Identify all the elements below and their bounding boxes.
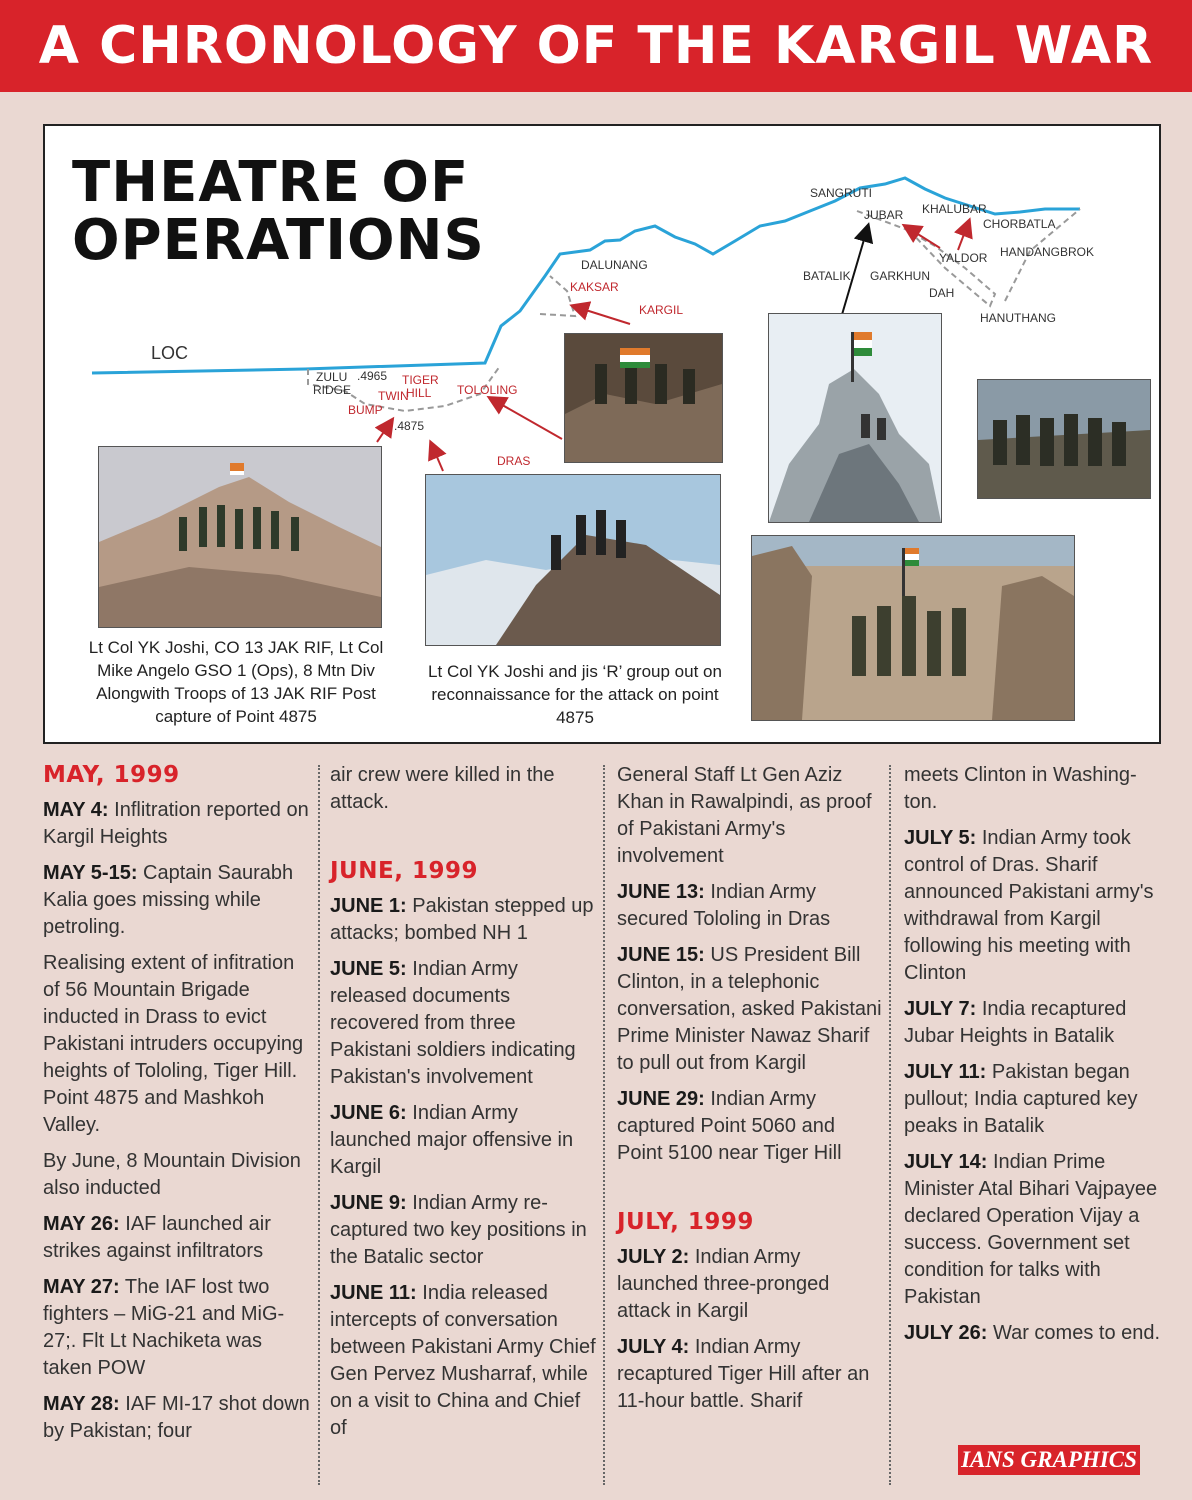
page-title: A CHRONOLOGY OF THE KARGIL WAR [38,16,1154,76]
note-mountain-division: By June, 8 Mountain Division also inducted [43,1150,301,1199]
event-july-7: JULY 7: India recaptured Jubar Heights in Batalik [904,998,1127,1047]
bump-label: BUMP [348,403,383,417]
event-june-11: JUNE 11: India released intercepts of conversation between Pakistani Army Chief Gen Pervez Musharraf, while on a visit to China and Chief of [330,1282,596,1439]
garkhun-label: GARKHUN [870,269,931,283]
dah-label: DAH [929,286,955,300]
kaksar-label: KAKSAR [570,280,619,294]
timeline-column-june-july [617,762,885,1424]
loc-label: LOC [151,343,189,363]
event-july-26: JULY 26: War comes to end. [904,1322,1161,1344]
event-june-29: JUNE 29: Indian Army captured Point 5060 and Point 5100 near Tiger Hill [617,1088,842,1164]
dras-label: DRAS [497,454,531,468]
hill-label: HILL [406,386,432,400]
photo-soldiers-group [977,379,1151,499]
continued-text-june-11: General Staff Lt Gen Aziz Khan in Rawalpindi, as proof of Pakistani Army's involvement [617,764,872,867]
event-june-6: JUNE 6: Indian Army launched major offensive in Kargil [330,1102,574,1178]
photo-batalik-peak-flag [768,313,942,523]
column-divider [889,765,891,1485]
event-may-27: MAY 27: The IAF lost two fighters – MiG-21 and MiG-27;. Flt Lt Nachiketa was taken POW [43,1276,285,1379]
event-june-13: JUNE 13: Indian Army secured Tololing in Dras [617,881,831,930]
event-may-5-15: MAY 5-15: Captain Saurabh Kalia goes missing while petroling. [43,862,294,938]
arrow-kaksar [573,306,630,324]
event-july-2: JULY 2: Indian Army launched three-pronged attack in Kargil [617,1246,830,1322]
continued-text-may-28: air crew were killed in the attack. [330,764,555,813]
title-banner [0,0,1192,92]
event-june-1: JUNE 1: Pakistan stepped up attacks; bombed NH 1 [330,895,594,944]
tololing-label: TOLOLING [457,383,518,397]
ridge-label: RIDGE [313,383,352,397]
map-title-line2: OPERATIONS [72,208,485,273]
arrow-yaldor [905,226,940,248]
caption-point-4875: Lt Col YK Joshi, CO 13 JAK RIF, Lt Col Mike Angelo GSO 1 (Ops), 8 Mtn Div Alongwith Troops of 13 JAK RIF Post capture of Point 4875 [88,638,384,726]
event-june-5: JUNE 5: Indian Army released documents recovered from three Pakistani soldiers indicating Pakistan's involvement [330,958,576,1088]
jubar-label: JUBAR [864,208,904,222]
event-june-15: JUNE 15: US President Bill Clinton, in a telephonic conversation, asked Pakistani Prime Minister Nawaz Sharif to pull out from Kargil [617,944,882,1074]
caption-reconnaissance: Lt Col YK Joshi and jis ‘R’ group out on reconnaissance for the attack on point 4875 [428,662,722,727]
point-4965-label: .4965 [357,369,388,383]
dalunang-label: DALUNANG [581,258,648,272]
timeline-column-may [43,762,311,1454]
arrow-twin-bump [377,420,392,442]
event-july-4: JULY 4: Indian Army recaptured Tiger Hill after an 11-hour battle. Sharif [617,1336,870,1412]
event-may-26: MAY 26: IAF launched air strikes against infiltrators [43,1213,271,1262]
photo-troops-point-4875 [98,446,382,628]
event-june-9: JUNE 9: Indian Army re-captured two key positions in the Batalic sector [330,1192,587,1268]
theatre-map [43,124,1161,744]
note-mountain-brigade: Realising extent of infitration of 56 Mountain Brigade inducted in Drass to evict Pakistani intruders occupying heights of Tololing, Tiger Hill. Point 4875 and Mashkoh Valley. [43,952,304,1136]
month-heading-june: JUNE, 1999 [330,858,478,884]
column-divider [318,765,320,1485]
arrow-dras [431,443,443,471]
khalubar-label: KHALUBAR [922,202,987,216]
photo-reconnaissance-group [425,474,721,646]
month-heading-may: MAY, 1999 [43,762,180,788]
twin-label: TWIN [378,389,409,403]
event-july-5: JULY 5: Indian Army took control of Dras. Sharif announced Pakistani army's withdrawal from Kargil following his meeting with Clinton [904,827,1154,984]
event-july-11: JULY 11: Pakistan began pullout; India captured key peaks in Batalik [904,1061,1138,1137]
hanuthang-label: HANUTHANG [980,311,1057,325]
column-divider [603,765,605,1485]
photo-bunker-troops [751,535,1075,721]
arrow-tololing [490,398,562,439]
timeline-column-june [330,762,598,1451]
photo-tololing-flag [564,333,723,463]
tiger-label: TIGER [402,373,439,387]
continued-text-july-4: meets Clinton in Washing-ton. [904,764,1137,813]
ians-graphics-credit: IANS GRAPHICS [958,1445,1140,1475]
timeline-column-july [904,762,1166,1356]
chorbatla-label: CHORBATLA [983,217,1056,231]
yaldor-label: YALDOR [939,251,988,265]
handangbrok-label: HANDANGBROK [1000,245,1095,259]
event-may-4: MAY 4: Inflitration reported on Kargil Heights [43,799,309,848]
event-july-14: JULY 14: Indian Prime Minister Atal Bihari Vajpayee declared Operation Vijay a success. Government set condition for talks with Pakistan [904,1151,1158,1308]
arrow-khalubar [958,221,969,250]
zulu-label: ZULU [316,370,348,384]
kargil-label: KARGIL [639,303,684,317]
point-4875-label: .4875 [394,419,425,433]
batalik-label: BATALIK [803,269,851,283]
map-title-line1: THEATRE OF [72,150,470,215]
sangruti-label: SANGRUTI [810,186,873,200]
month-heading-july: JULY, 1999 [617,1209,754,1235]
event-may-28: MAY 28: IAF MI-17 shot down by Pakistan; four [43,1393,310,1442]
